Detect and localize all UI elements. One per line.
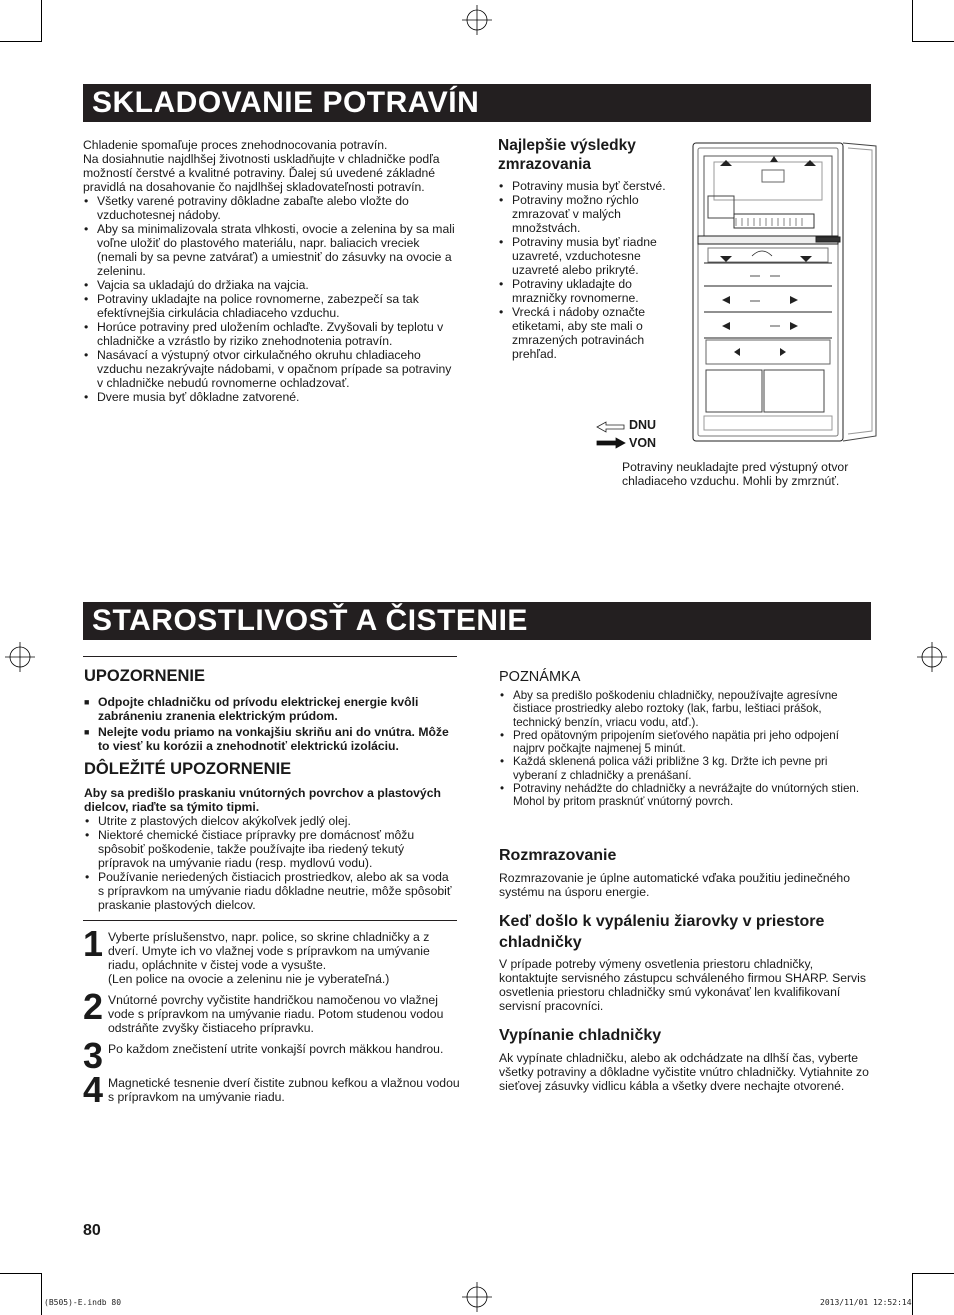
list-item: • Nasávací a výstupný otvor cirkulačného okruhu chladiaceho vzduchu nezakrývajte nádobami, v opačnom prípade sa potraviny v chladničke nebudú rovnomerne ochladzovať.	[83, 348, 459, 390]
list-item: • Horúce potraviny pred uložením ochlaďte. Zvyšovali by teplotu v chladničke a vzrástlo by riziko znehodnotenia potravín.	[83, 320, 459, 348]
storage-tips-list	[83, 194, 459, 404]
list-item: • Potraviny ukladajte na police rovnomerne, zabezpečí sa tak efektívnejšia cirkulácia chladiaceho vzduchu.	[83, 292, 459, 320]
intro-line-1: Chladenie spomaľuje proces znehodnocovania potravín.	[83, 138, 388, 152]
step-note: (Len police na ovocie a zeleninu nie je vyberateľná.)	[108, 972, 390, 986]
registration-mark-right	[917, 642, 947, 672]
step-text: Vyberte príslušenstvo, napr. police, so skrine chladničky a z dverí. Umyte ich vo vlažnej vode s prípravkom na umývanie riadu, opláchnite v čistej vode a vysušte.	[108, 930, 430, 972]
inflow-arrow-icon	[596, 421, 626, 433]
intro-line-2: Na dosiahnutie najdlhšej životnosti uskladňujte v chladničke podľa možností čerstvé a kvalitné potraviny. Ďalej sú uvedené základné pravidlá na dosahovanie čo najdlhšej skladovateľnosti potravín.	[83, 152, 440, 194]
lamp-block	[499, 911, 871, 1013]
legend-out-label: VON	[629, 436, 657, 450]
step-number: 2	[83, 986, 104, 1027]
step-text: Po každom znečistení utrite vonkajší povrch mäkkou handrou.	[108, 1042, 444, 1056]
freezing-tips	[498, 136, 680, 361]
lamp-text: V prípade potreby výmeny osvetlenia priestoru chladničky, kontaktujte servisného zástupcu schváleného firmou SHARP. Servis osvetlenia priestoru chladničky smú vykonávať len kvalifikovaní servisní pracovníci.	[499, 957, 866, 1013]
freezing-tips-list	[498, 179, 680, 361]
illustration-caption: Potraviny neukladajte pred výstupný otvor chladiaceho vzduchu. Mohli by zmrznúť.	[622, 460, 849, 488]
list-item: • Niektoré chemické čistiace prípravky pre domácnosť môžu spôsobiť poškodenie, takže používajte iba riedený tekutý prípravok na umývanie riadu (resp. mydlovú vodu).	[84, 828, 458, 870]
list-item: • Aby sa minimalizovala strata vlhkosti, ovocie a zelenina by sa mali voľne uložiť do plastového materiálu, napr. baliacich vreciek (nemali by sa pevne zatvárať) a umiestniť do zásuvky na ovocie a zeleninu.	[83, 222, 459, 278]
list-item: ■ Nelejte vodu priamo na vonkajšiu skriňu ani do vnútra. Môže to viesť ku korózii a znehodnotiť elektrickú izoláciu.	[84, 725, 458, 753]
cleaning-step-3	[83, 1035, 461, 1076]
warning-list	[84, 695, 458, 753]
footer-stamp: 2013/11/01 12:52:14	[820, 1298, 912, 1307]
warning-block	[84, 666, 458, 755]
cleaning-step-2	[83, 986, 461, 1035]
list-item: • Vrecká i nádoby označte etiketami, aby ste mali o zmrazených potravinách prehľad.	[498, 305, 680, 361]
registration-mark-bottom	[462, 1282, 492, 1312]
important-block	[84, 759, 458, 912]
footer-file: (B505)-E.indb 80	[44, 1298, 122, 1307]
note-list	[499, 689, 871, 809]
freezing-heading: Najlepšie výsledky zmrazovania	[498, 137, 636, 173]
section-title-food-storage: SKLADOVANIE POTRAVÍN	[83, 84, 871, 122]
step-number: 1	[83, 923, 104, 964]
page-number: 80	[83, 1222, 101, 1239]
list-item: • Dvere musia byť dôkladne zatvorené.	[83, 390, 459, 404]
list-item: • Potraviny musia byť riadne uzavreté, vzduchotesne uzavreté alebo prikryté.	[498, 235, 680, 277]
step-number: 3	[83, 1035, 104, 1076]
legend-in-label: DNU	[629, 418, 657, 432]
important-lead: Aby sa predišlo praskaniu vnútorných povrchov a plastových dielcov, riaďte sa týmito tipmi.	[84, 786, 441, 814]
step-text: Magnetické tesnenie dverí čistite zubnou kefkou a vlažnou vodou s prípravkom na umývanie riadu.	[108, 1076, 460, 1104]
cleaning-step-1	[83, 923, 461, 986]
list-item: • Utrite z plastových dielcov akýkoľvek jedlý olej.	[84, 814, 458, 828]
important-heading: DÔLEŽITÉ UPOZORNENIE	[84, 760, 292, 778]
defrost-text: Rozmrazovanie je úplne automatické vďaka použitiu jedinečného systému na úsporu energie.	[499, 871, 850, 899]
list-item: • Všetky varené potraviny dôkladne zabaľte alebo vložte do vzduchotesnej nádoby.	[83, 194, 459, 222]
defrost-heading: Rozmrazovanie	[499, 847, 617, 864]
important-list	[84, 814, 458, 912]
lamp-heading: Keď došlo k vypáleniu žiarovky v priestore chladničky	[499, 913, 825, 951]
switchoff-heading: Vypínanie chladničky	[499, 1027, 662, 1044]
note-block	[499, 668, 871, 809]
registration-mark-top	[462, 5, 492, 35]
note-heading: POZNÁMKA	[499, 669, 581, 685]
list-item: • Aby sa predišlo poškodeniu chladničky, nepoužívajte agresívne čistiace prostriedky alebo roztoky (lak, farbu, leštiaci prášok, technický benzín, vriacu vodu, atď.).	[499, 689, 871, 729]
storage-intro	[83, 138, 459, 404]
list-item: ■ Odpojte chladničku od prívodu elektrickej energie kvôli zabráneniu zranenia elektrickým prúdom.	[84, 695, 458, 723]
list-item: • Potraviny možno rýchlo zmrazovať v malých množstvách.	[498, 193, 680, 235]
list-item: • Používanie neriedených čistiacich prostriedkov, alebo ak sa voda s prípravkom na umývanie riadu dôkladne neutrie, môže spôsobiť praskanie plastových dielcov.	[84, 870, 458, 912]
list-item: • Každá sklenená polica váži približne 3 kg. Držte ich pevne pri vyberaní z chladničky a prenášaní.	[499, 755, 871, 782]
list-item: • Vajcia sa ukladajú do držiaka na vajcia.	[83, 278, 459, 292]
list-item: • Pred opätovným pripojením sieťového napätia pri jeho odpojení najprv počkajte najmenej 5 minút.	[499, 729, 871, 756]
outflow-arrow-icon	[596, 437, 626, 449]
list-item: • Potraviny nehádžte do chladničky a nevrážajte do vnútorných stien. Mohol by pritom prasknúť vnútorný povrch.	[499, 782, 871, 809]
list-item: • Potraviny musia byť čerstvé.	[498, 179, 680, 193]
warning-heading: UPOZORNENIE	[84, 667, 206, 685]
switchoff-text: Ak vypínate chladničku, alebo ak odchádzate na dlhší čas, vyberte všetky potraviny a dôkladne vyčistite vnútro chladničky. Vytiahnite zo sieťovej zásuvky vidlicu kábla a všetky dvere nechajte otvorené.	[499, 1051, 869, 1093]
fridge-airflow-illustration	[680, 136, 882, 450]
section-title-care-cleaning: STAROSTLIVOSŤ A ČISTENIE	[83, 602, 871, 640]
list-item: • Potraviny ukladajte do mrazničky rovnomerne.	[498, 277, 680, 305]
registration-mark-left	[5, 642, 35, 672]
defrost-block	[499, 845, 871, 899]
step-text: Vnútorné povrchy vyčistite handričkou namočenou vo vlažnej vode s prípravkom na umývanie riadu. Potom studenou vodou odstráňte zvyšky čistiaceho prípravku.	[108, 993, 444, 1035]
switchoff-block	[499, 1025, 871, 1093]
cleaning-step-4	[83, 1069, 461, 1110]
step-number: 4	[83, 1069, 104, 1110]
